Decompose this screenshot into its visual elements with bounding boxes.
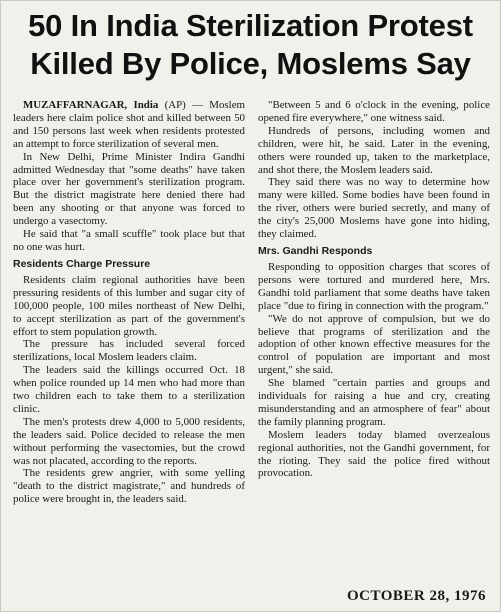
paragraph-text: (AP) — Moslem leaders here claim police shot and killed between 50 and 150 persons last week when residents protested an attempt to force sterilization of several men. xyxy=(13,99,245,150)
article-paragraph: In New Delhi, Prime Minister Indira Gandhi admitted Wednesday that "some deaths" have taken place over her government's sterilization program. But the district magistrate here denied there had been any shooting or that anyone was forced to undergo a vasectomy. xyxy=(13,150,245,228)
article-paragraph: They said there was no way to determine how many were killed. Some bodies have been found in the river, others were buried secretly, and many of the city's 25,000 Moslems have gone into hiding, they claimed. xyxy=(258,176,490,241)
article-paragraph: Hundreds of persons, including women and children, were hit, he said. Later in the evening, others were rounded up, taken to the marketplace, and shot there, the Moslem leaders said. xyxy=(258,124,490,176)
article-paragraph: "Between 5 and 6 o'clock in the evening, police opened fire everywhere," one witness said. xyxy=(258,99,490,124)
headline xyxy=(7,7,494,83)
section-subhead: Residents Charge Pressure xyxy=(13,257,151,270)
article-paragraph: The pressure has included several forced sterilizations, local Moslem leaders claim. xyxy=(13,338,245,364)
article-paragraph: "We do not approve of compulsion, but we do believe that programs of sterilization and the adoption of other known effective measures for the control of population are important and most urgent," she said. xyxy=(258,312,490,377)
headline-line-2: Killed By Police, Moslems Say xyxy=(30,46,471,81)
article-column-right xyxy=(258,99,490,480)
headline-line-1: 50 In India Sterilization Protest xyxy=(28,8,473,43)
publication-date: OCTOBER 28, 1976 xyxy=(347,588,486,604)
article-paragraph: Moslem leaders today blamed overzealous regional authorities, not the Gandhi government, for the rioting. They said the police fired without provocation. xyxy=(258,428,490,480)
section-subhead: Mrs. Gandhi Responds xyxy=(258,244,373,257)
article-column-left xyxy=(13,99,245,506)
article-paragraph: Responding to opposition charges that scores of persons were tortured and murdered here, Mrs. Gandhi told parliament that some deaths have taken place "due to firing in connection with the program." xyxy=(258,260,490,312)
article-paragraph xyxy=(13,99,245,151)
article-paragraph: The men's protests drew 4,000 to 5,000 residents, the leaders said. Police decided to release the men without performing the vasectomies, but the crowd was not placated, according to the reports. xyxy=(13,415,245,467)
article-paragraph: He said that "a small scuffle" took place but that no one was hurt. xyxy=(13,228,245,253)
article-paragraph: The leaders said the killings occurred Oct. 18 when police rounded up 14 men who had more than two children each to take them to a sterilization clinic. xyxy=(13,364,245,415)
article-paragraph: The residents grew angrier, with some yelling "death to the district magistrate," and hundreds of police were brought in, the leaders said. xyxy=(13,467,245,506)
article-paragraph: Residents claim regional authorities have been pressuring residents of this lumber and sugar city of 100,000 people, 100 miles northeast of New Delhi, to accept sterilization as part of the government's effort to stem population growth. xyxy=(13,273,245,338)
dateline: MUZAFFARNAGAR, India xyxy=(23,99,159,111)
article-paragraph: She blamed "certain parties and groups and individuals for raising a hue and cry, creating misunderstanding and an atmosphere of fear" about the family planning program. xyxy=(258,377,490,428)
